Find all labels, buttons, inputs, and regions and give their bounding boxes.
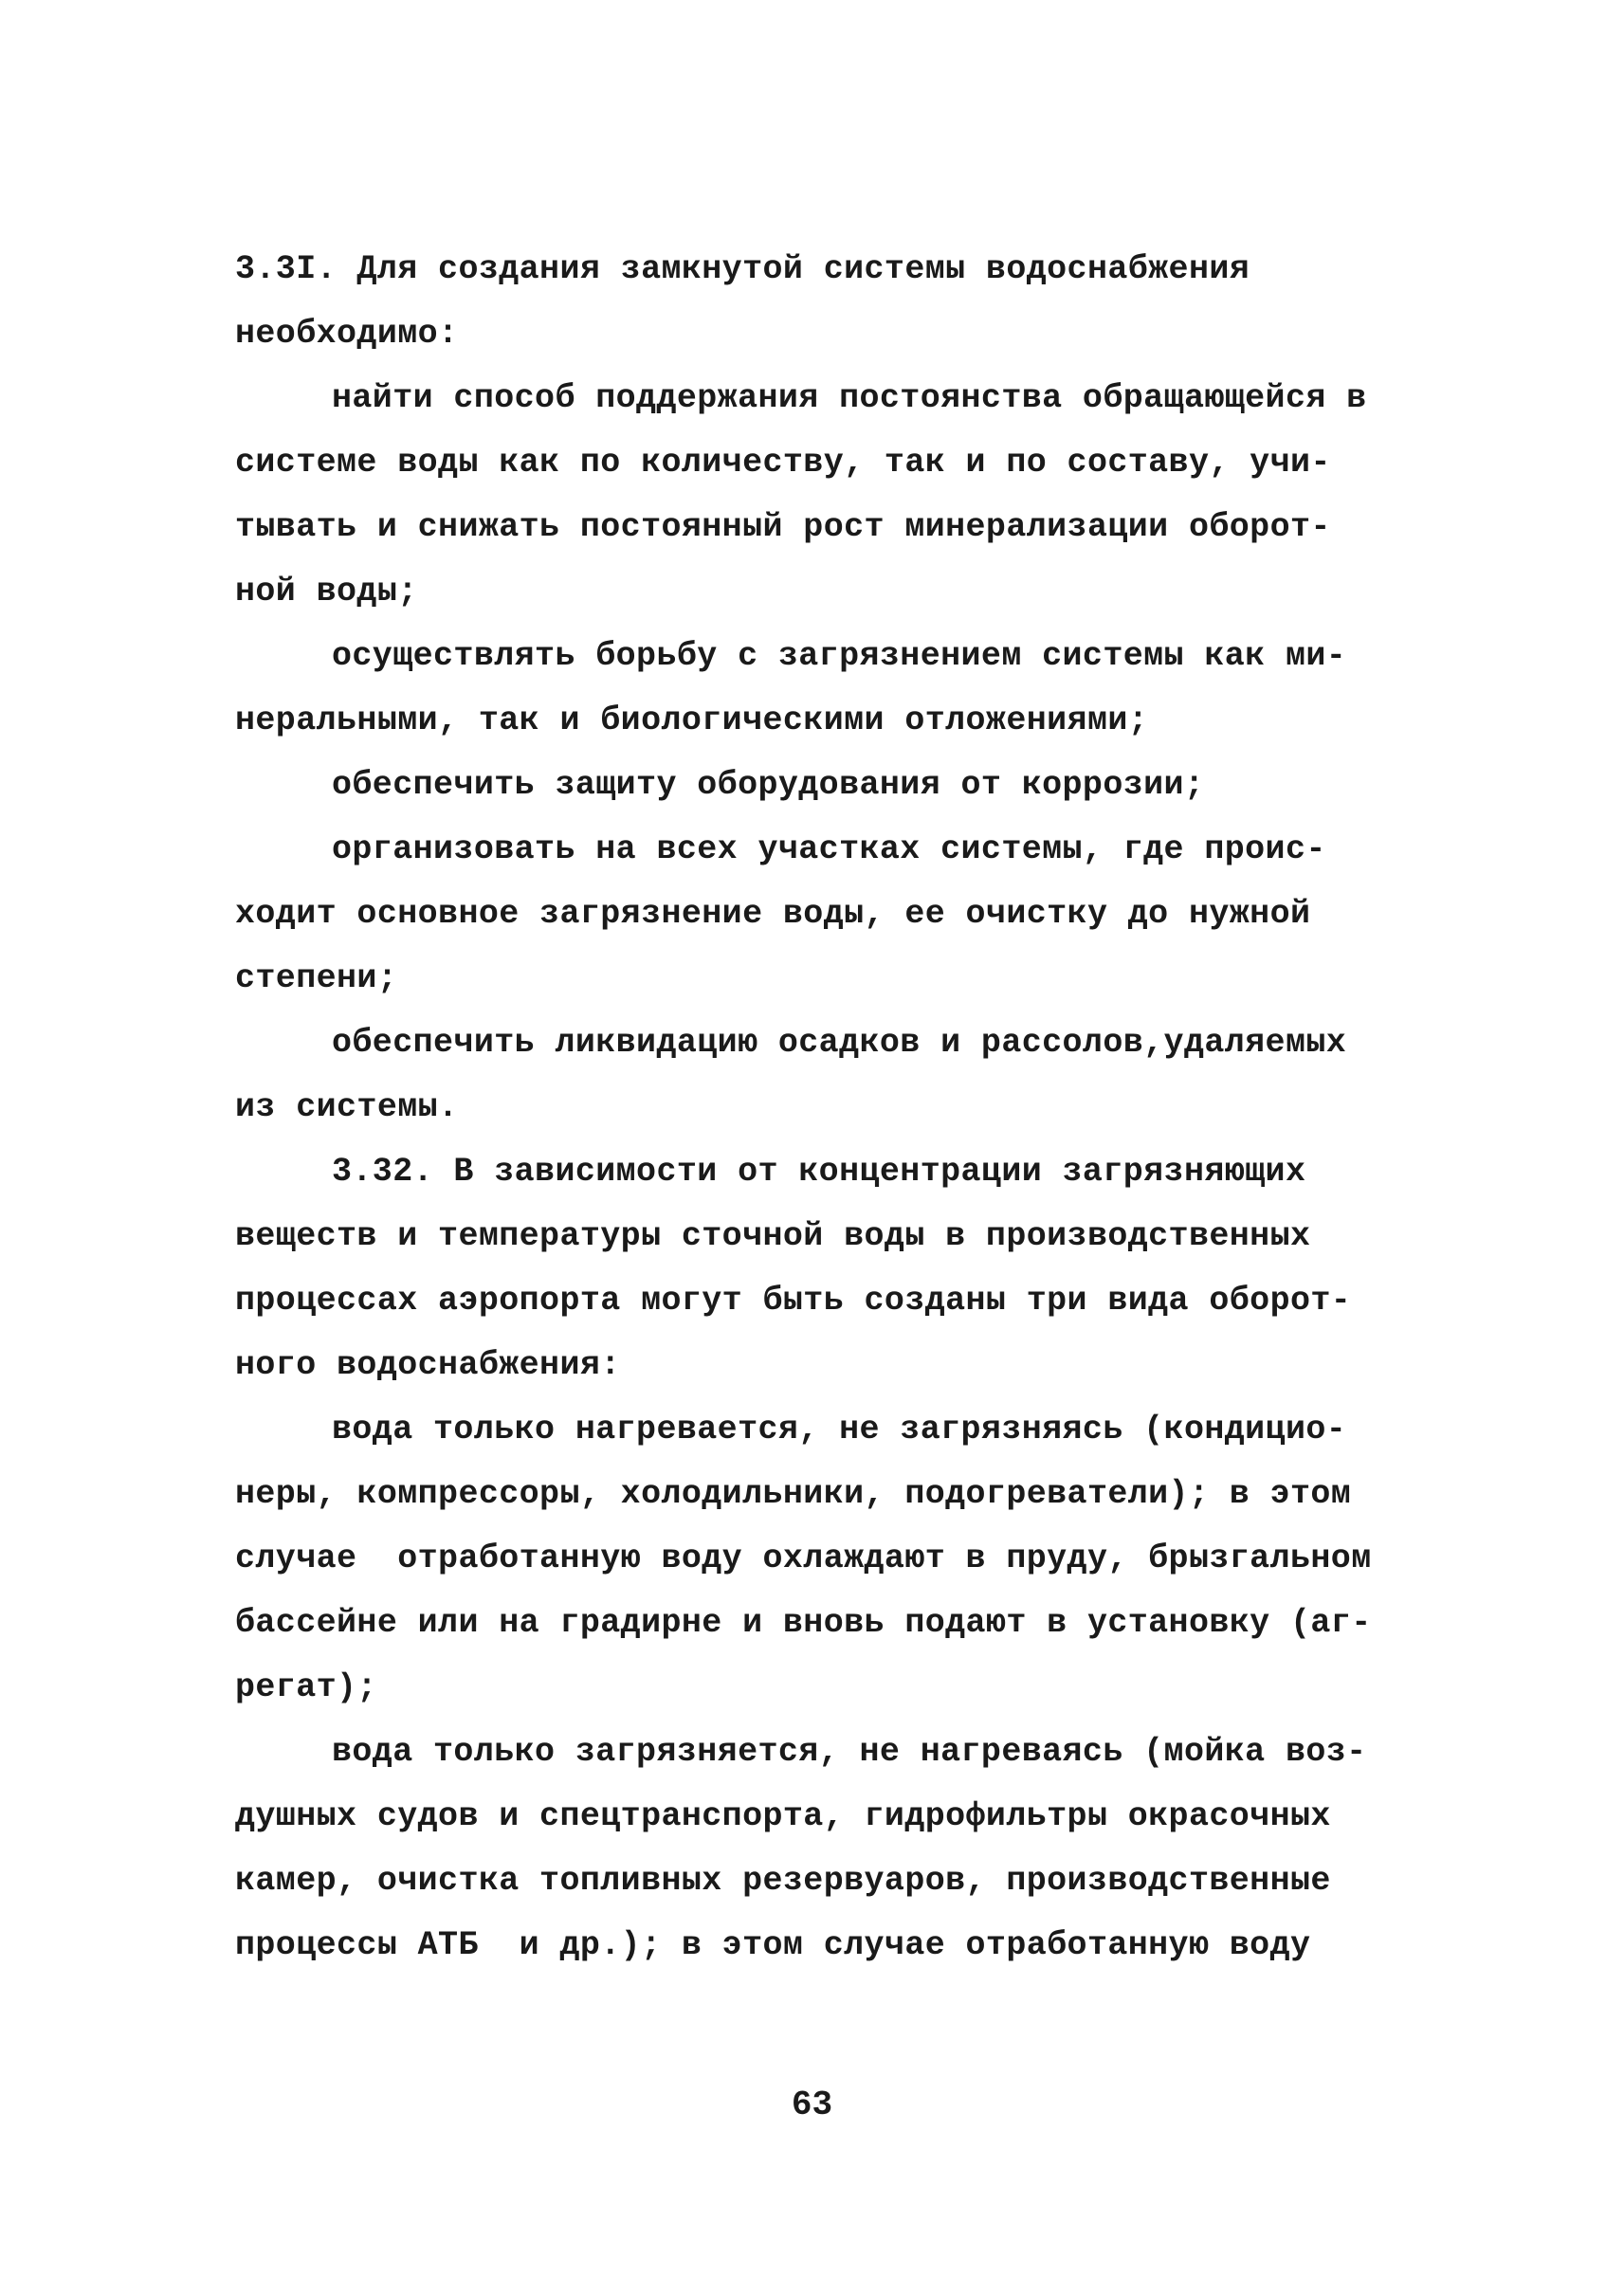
text-line: бассейне или на градирне и вновь подают в установку (аг- bbox=[235, 1604, 1372, 1642]
text-line: веществ и температуры сточной воды в производственных bbox=[235, 1217, 1311, 1255]
text-line: ного водоснабжения: bbox=[235, 1346, 621, 1384]
text-line: степени; bbox=[235, 959, 398, 997]
text-line: из системы. bbox=[235, 1088, 459, 1126]
section-heading-3-32: 3.32. В зависимости от концентрации загрязняющих bbox=[332, 1153, 1306, 1191]
text-line: душных судов и спецтранспорта, гидрофильтры окрасочных bbox=[235, 1797, 1331, 1835]
text-line: камер, очистка топливных резервуаров, производственные bbox=[235, 1862, 1331, 1900]
list-item-line: организовать на всех участках системы, где проис- bbox=[332, 830, 1326, 868]
text-line: тывать и снижать постоянный рост минерализации оборот- bbox=[235, 508, 1331, 546]
text-line: процессах аэропорта могут быть созданы три вида оборот- bbox=[235, 1282, 1352, 1320]
text-line: процессы АТБ и др.); в этом случае отработанную воду bbox=[235, 1926, 1311, 1964]
list-item-line: обеспечить защиту оборудования от коррозии; bbox=[332, 766, 1205, 804]
list-item-line: найти способ поддержания постоянства обращающейся в bbox=[332, 379, 1367, 417]
text-line: неры, компрессоры, холодильники, подогреватели); в этом bbox=[235, 1475, 1352, 1513]
text-line: случае отработанную воду охлаждают в пруду, брызгальном bbox=[235, 1539, 1372, 1577]
list-item-line: обеспечить ликвидацию осадков и рассолов,удаляемых bbox=[332, 1024, 1347, 1062]
section-heading-3-31: 3.3I. Для создания замкнутой системы водоснабжения bbox=[235, 250, 1250, 288]
text-line: необходимо: bbox=[235, 315, 459, 353]
list-item-line: вода только загрязняется, не нагреваясь (мойка воз- bbox=[332, 1733, 1367, 1771]
text-line: ной воды; bbox=[235, 573, 418, 610]
text-line: ходит основное загрязнение воды, ее очистку до нужной bbox=[235, 895, 1311, 933]
list-item-line: вода только нагревается, не загрязняясь (кондицио- bbox=[332, 1411, 1347, 1448]
list-item-line: осуществлять борьбу с загрязнением системы как ми- bbox=[332, 637, 1347, 675]
text-line: системе воды как по количеству, так и по составу, учи- bbox=[235, 444, 1331, 482]
page-number: 63 bbox=[791, 2086, 833, 2124]
text-line: регат); bbox=[235, 1668, 377, 1706]
text-line: неральными, так и биологическими отложениями; bbox=[235, 701, 1149, 739]
